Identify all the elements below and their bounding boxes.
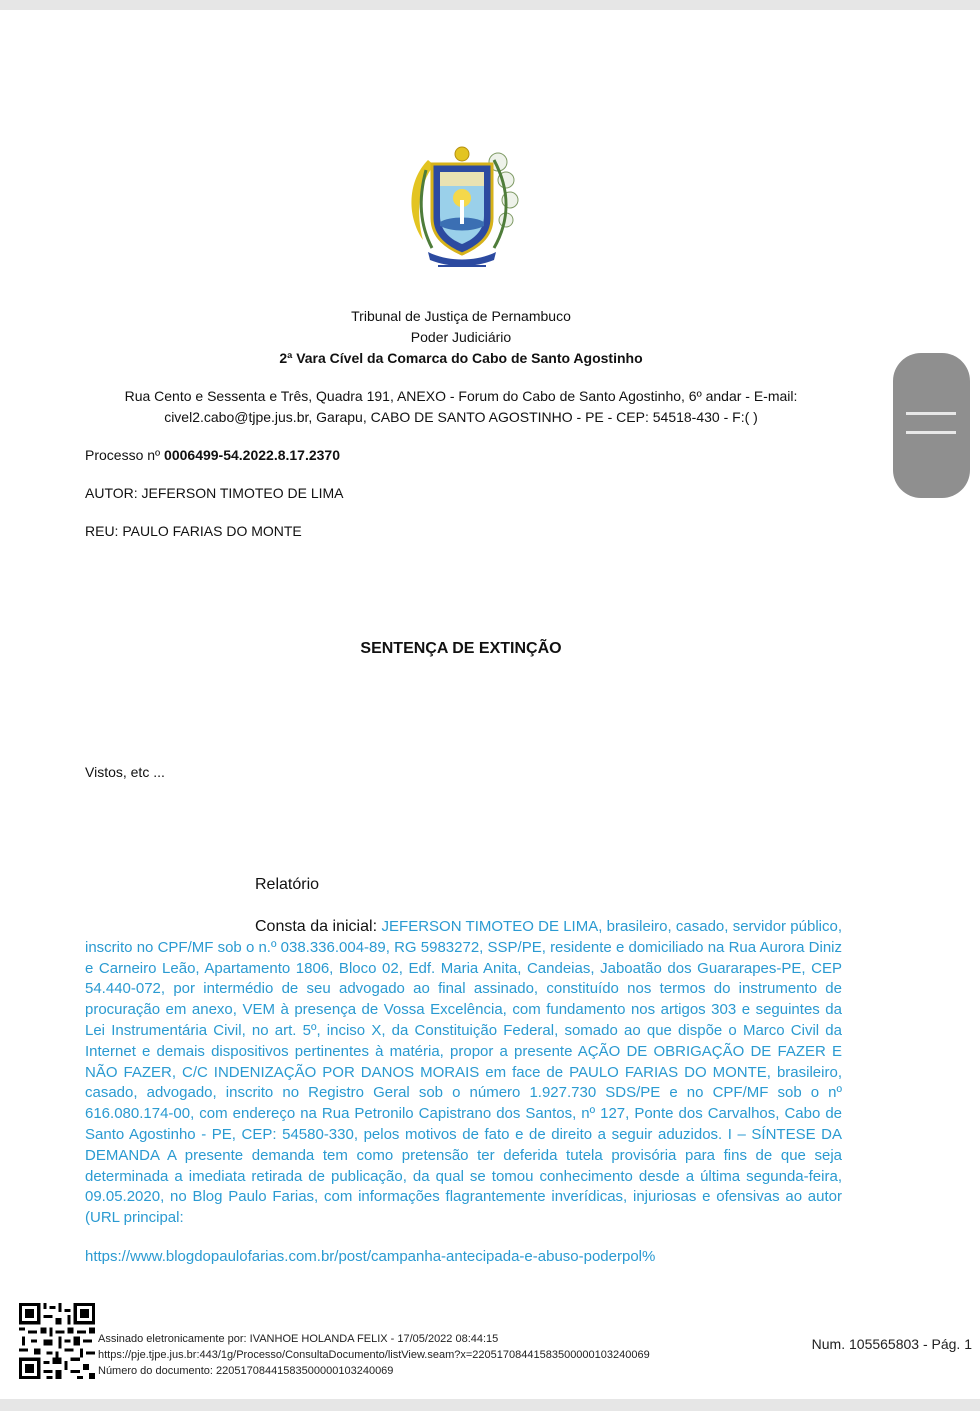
- document-number: Número do documento: 22051708441583500000103240069: [98, 1365, 394, 1377]
- scroll-grip-line: [906, 431, 956, 434]
- qr-code-icon: [19, 1303, 95, 1379]
- document-title: SENTENÇA DE EXTINÇÃO: [360, 640, 562, 657]
- bottom-bar: [0, 1399, 980, 1411]
- scroll-grip-line: [906, 412, 956, 415]
- paragraph-body: JEFERSON TIMOTEO DE LIMA, brasileiro, casado, servidor público, inscrito no CPF/MF sob o n.º 038.336.004-89, RG 5983272, SSP/PE, residente e domiciliado na Rua Aurora Diniz e Carneiro Leão, Apartamento 1806, Bloco 02, Edf. Maria Anita, Candeias, Jaboatão dos Guararapes-PE, CEP 54.440-072, por intermédio de seu advogado ao final assinado, constituído nos termos do instrumento de procuração em anexo, VEM à presença de Vossa Excelência, com fundamento nos artigos 303 e seguintes da Lei Instrumentária Civil, no art. 5º, inciso X, da Constituição Federal, somado ao que dispõe o Marco Civil da Internet e demais dispositivos pertinentes à matéria, propor a presente AÇÃO DE OBRIGAÇÃO DE FAZER E NÃO FAZER, C/C INDENIZAÇÃO POR DANOS MORAIS em face de PAULO FARIAS DO MONTE, brasileiro, casado, advogado, inscrito no Registro Geral sob o número 1.927.730 SDS/PE e no CPF/MF sob o nº 616.080.174-00, com endereço na Rua Petronilo Capistrano dos Santos, nº 127, Ponte dos Carvalhos, Cabo de Santo Agostinho - PE, CEP: 54580-330, pelos motivos de fato e de direito a seguir aduzidos. I – SÍNTESE DA DEMANDA A presente demanda tem como pretensão ter deferida tutela provisória para fins de que seja determinada a imediata retirada de publicação, da qual se tomou conhecimento desde a última segunda-feira, 09.05.2020, no Blog Paulo Farias, com informações flagrantemente inverídicas, injuriosas e ofensivas ao autor (URL principal:: [85, 918, 842, 1227]
- pernambuco-coat-of-arms-icon: [398, 140, 526, 272]
- verification-link[interactable]: https://pje.tjpe.jus.br:443/1g/Processo/ConsultaDocumento/listView.seam?x=22051708441583500000103240069: [98, 1349, 650, 1361]
- branch-name: Poder Judiciário: [410, 329, 512, 345]
- top-bar: [0, 0, 980, 10]
- body-paragraph: [85, 917, 842, 1229]
- division-name: 2ª Vara Cível da Comarca do Cabo de Santo Agostinho: [279, 350, 643, 366]
- defendant: REU: PAULO FARIAS DO MONTE: [85, 523, 302, 539]
- address-line-2: civel2.cabo@tjpe.jus.br, Garapu, CABO DE SANTO AGOSTINHO - PE - CEP: 54518-430 - F:( ): [164, 409, 758, 425]
- section-heading: Relatório: [255, 876, 320, 893]
- paragraph-lead: Consta da inicial:: [255, 918, 382, 935]
- signature-block: [98, 1331, 650, 1379]
- process-label: Processo nº: [85, 447, 165, 463]
- address-line-1: Rua Cento e Sessenta e Três, Quadra 191, ANEXO - Forum do Cabo de Santo Agostinho, 6º andar - E-mail:: [124, 388, 798, 404]
- opening: Vistos, etc ...: [85, 764, 165, 780]
- reference-url[interactable]: https://www.blogdopaulofarias.com.br/post/campanha-antecipada-e-abuso-poderpol%: [85, 1248, 656, 1265]
- page-number: Num. 105565803 - Pág. 1: [811, 1336, 972, 1352]
- process-number-value: 0006499-54.2022.8.17.2370: [164, 447, 340, 463]
- court-name: Tribunal de Justiça de Pernambuco: [351, 308, 571, 324]
- signed-by: Assinado eletronicamente por: IVANHOE HOLANDA FELIX - 17/05/2022 08:44:15: [98, 1333, 499, 1345]
- process-number: [85, 447, 340, 463]
- author: AUTOR: JEFERSON TIMOTEO DE LIMA: [85, 485, 344, 501]
- scroll-handle-icon[interactable]: [893, 353, 970, 498]
